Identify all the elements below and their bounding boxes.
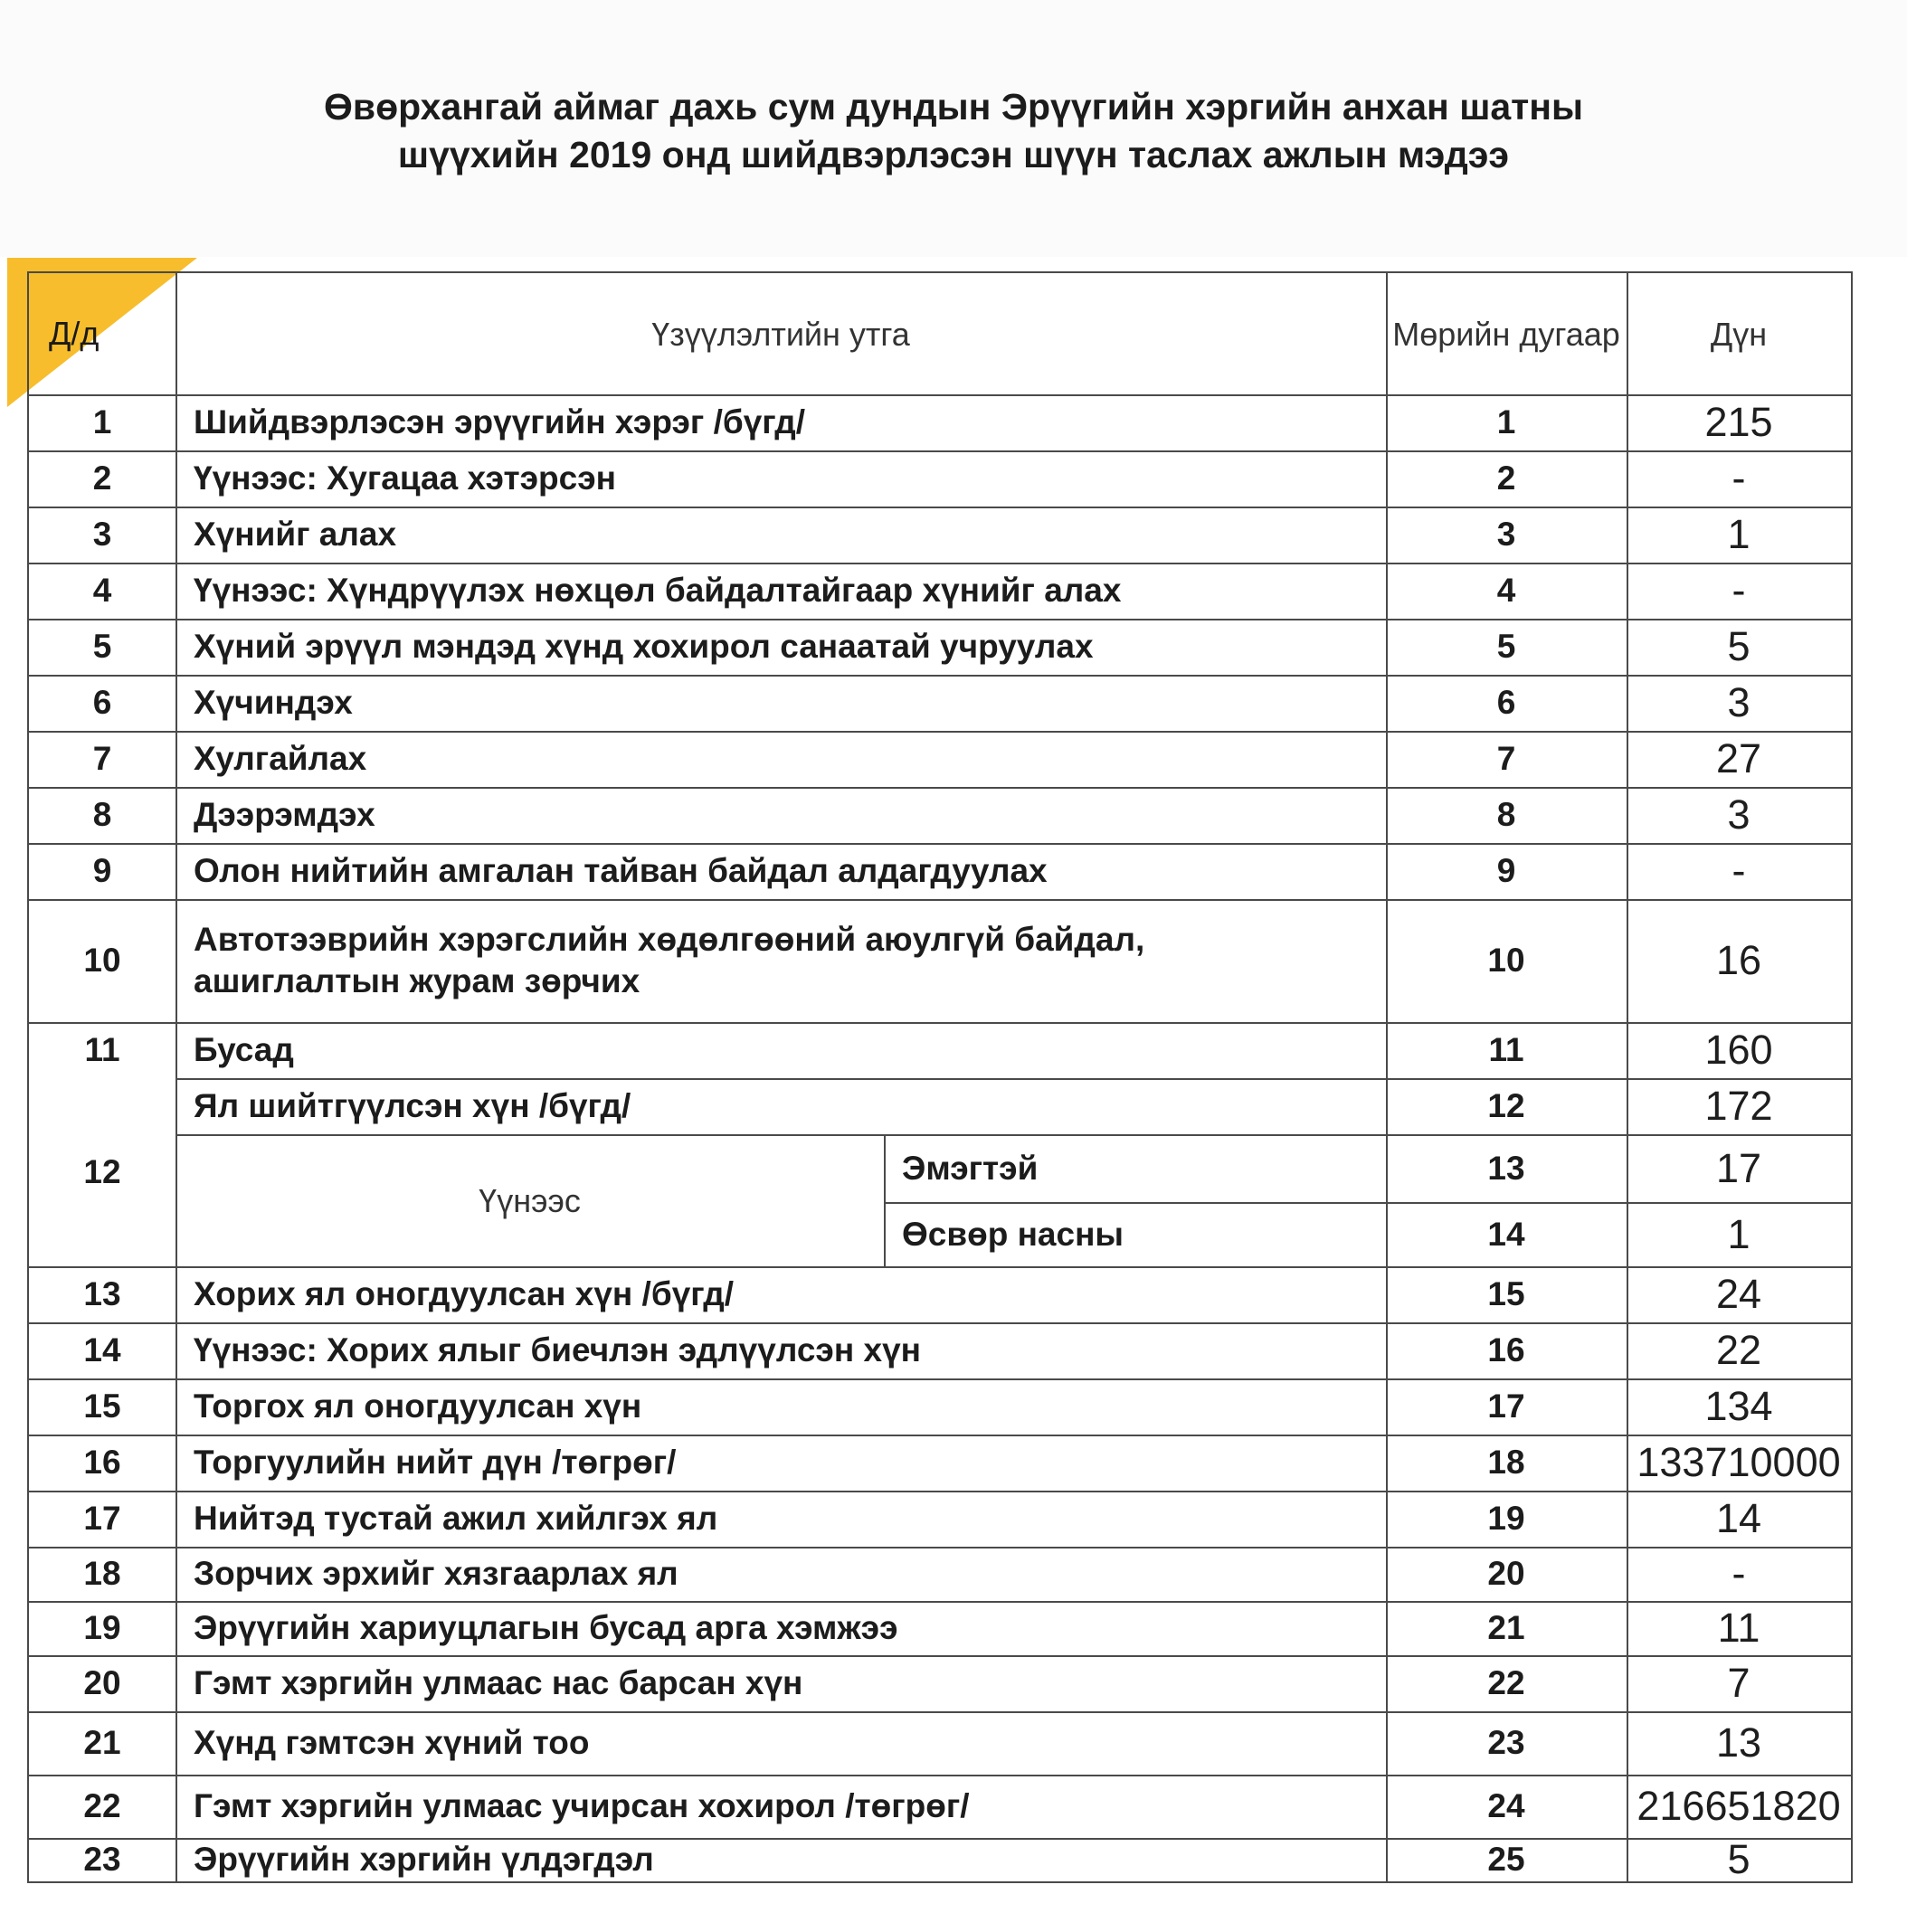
row-label xyxy=(176,1655,1386,1711)
header-no xyxy=(29,273,176,394)
row-label xyxy=(176,1266,1386,1322)
group-main-line xyxy=(1386,1078,1627,1134)
row-no-text: 19 xyxy=(83,1609,121,1646)
row-line-number xyxy=(1386,899,1627,1022)
row-line-number-text: 18 xyxy=(1487,1444,1525,1481)
row-line-number-text: 15 xyxy=(1487,1275,1525,1312)
row-value-text: - xyxy=(1731,567,1746,613)
row-line-number xyxy=(1386,507,1627,563)
row-label-text: Шийдвэрлэсэн эрүүгийн хэрэг /бүгд/ xyxy=(194,403,806,440)
row-value xyxy=(1627,787,1851,843)
row-value xyxy=(1627,1322,1851,1378)
row-label xyxy=(176,1378,1386,1435)
row-label-text: Гэмт хэргийн улмаас нас барсан хүн xyxy=(194,1664,803,1701)
row-value-text: 16 xyxy=(1715,937,1762,983)
row-label-text: Олон нийтийн амгалан тайван байдал алдагдуулах xyxy=(194,852,1048,889)
row-value-text: 14 xyxy=(1715,1495,1762,1541)
row-line-number xyxy=(1386,619,1627,675)
row-value xyxy=(1627,899,1851,1022)
group-sub2-label-text: Өсвөр насны xyxy=(902,1215,1124,1253)
row-no xyxy=(29,450,176,507)
group-sub2-value-text: 1 xyxy=(1727,1210,1750,1257)
row-line-number-text: 8 xyxy=(1496,796,1516,833)
row-line-number xyxy=(1386,1322,1627,1378)
row-line-number-text: 20 xyxy=(1487,1555,1525,1592)
row-value-text: 134 xyxy=(1704,1383,1773,1429)
row-no-text: 13 xyxy=(83,1275,121,1312)
row-label-text: Үүнээс: Хүндрүүлэх нөхцөл байдалтайгаар хүнийг алах xyxy=(194,572,1122,609)
group-sub1-label-text: Эмэгтэй xyxy=(902,1149,1039,1187)
group-sub1-line-text: 13 xyxy=(1487,1149,1525,1187)
row-line-number xyxy=(1386,450,1627,507)
row-no xyxy=(29,1547,176,1601)
row-value-text: 160 xyxy=(1704,1027,1773,1073)
row-label xyxy=(176,394,1386,450)
row-label xyxy=(176,1711,1386,1775)
row-value-text: 27 xyxy=(1715,735,1762,781)
row-no-text: 1 xyxy=(92,403,112,440)
row-line-number-text: 24 xyxy=(1487,1787,1525,1824)
group-sub1-line xyxy=(1386,1134,1627,1202)
row-line-number-text: 16 xyxy=(1487,1331,1525,1368)
row-line-number xyxy=(1386,1838,1627,1881)
row-line-number-text: 3 xyxy=(1496,516,1516,553)
row-label-text: Үүнээс: Хугацаа хэтэрсэн xyxy=(194,459,616,497)
row-line-number xyxy=(1386,394,1627,450)
row-no-text: 8 xyxy=(92,796,112,833)
row-line-number-text: 4 xyxy=(1496,572,1516,609)
row-no xyxy=(29,675,176,731)
row-no xyxy=(29,1655,176,1711)
row-label-text: Торгох ял оногдуулсан хүн xyxy=(194,1387,642,1425)
header-indicator xyxy=(176,273,1386,394)
row-label xyxy=(176,1838,1386,1881)
row-no xyxy=(29,843,176,899)
header-total xyxy=(1627,273,1851,394)
row-value-text: 24 xyxy=(1715,1271,1762,1317)
row-no-text: 7 xyxy=(92,740,112,777)
row-no-text: 16 xyxy=(83,1444,121,1481)
row-line-number-text: 6 xyxy=(1496,684,1516,721)
row-value-text: 216651820 xyxy=(1637,1783,1841,1829)
row-no xyxy=(29,787,176,843)
group-main-value-text: 172 xyxy=(1704,1083,1773,1129)
row-value xyxy=(1627,563,1851,619)
group-main-line-text: 12 xyxy=(1487,1087,1525,1124)
row-value xyxy=(1627,1655,1851,1711)
row-label xyxy=(176,507,1386,563)
row-value xyxy=(1627,1711,1851,1775)
row-label-text: Хүнд гэмтсэн хүний тоо xyxy=(194,1724,590,1761)
row-line-number-text: 22 xyxy=(1487,1664,1525,1701)
row-line-number xyxy=(1386,563,1627,619)
header-line-number-text: Мөрийн дугаар xyxy=(1392,315,1620,353)
row-line-number-text: 9 xyxy=(1496,852,1516,889)
row-label-text: Бусад xyxy=(194,1031,294,1068)
header-total-text: Дүн xyxy=(1710,315,1768,353)
row-no-text: 9 xyxy=(92,852,112,889)
row-line-number xyxy=(1386,1022,1627,1078)
row-label-text: Эрүүгийн хэргийн үлдэгдэл xyxy=(194,1841,654,1878)
row-value-text: - xyxy=(1731,1550,1746,1596)
row-label xyxy=(176,675,1386,731)
row-line-number-text: 10 xyxy=(1487,942,1525,979)
row-label xyxy=(176,1435,1386,1491)
row-line-number-text: 11 xyxy=(1488,1031,1524,1068)
row-line-number xyxy=(1386,1266,1627,1322)
row-line-number xyxy=(1386,1655,1627,1711)
row-label-text: Хорих ял оногдуулсан хүн /бүгд/ xyxy=(194,1275,735,1312)
row-label-text: Зорчих эрхийг хязгаарлах ял xyxy=(194,1555,678,1592)
row-value-text: 11 xyxy=(1717,1605,1760,1651)
row-label xyxy=(176,843,1386,899)
row-line-number-text: 19 xyxy=(1487,1500,1525,1537)
row-line-number-text: 2 xyxy=(1496,459,1516,497)
group-sub2-line xyxy=(1386,1202,1627,1266)
row-label xyxy=(176,563,1386,619)
title-line-1: Өвөрхангай аймаг дахь сум дундын Эрүүгийн хэргийн анхан шатны xyxy=(323,86,1584,128)
row-line-number xyxy=(1386,1775,1627,1838)
row-no-text: 14 xyxy=(83,1331,121,1368)
row-label-text: Хүнийг алах xyxy=(194,516,397,553)
group-main-label-text: Ял шийтгүүлсэн хүн /бүгд/ xyxy=(194,1087,631,1124)
row-line-number xyxy=(1386,1435,1627,1491)
row-no-text: 21 xyxy=(83,1724,121,1761)
row-value xyxy=(1627,1601,1851,1655)
row-line-number xyxy=(1386,843,1627,899)
row-value xyxy=(1627,1547,1851,1601)
row-line-number-text: 5 xyxy=(1496,628,1516,665)
row-value xyxy=(1627,1378,1851,1435)
row-label-text: Нийтэд тустай ажил хийлгэх ял xyxy=(194,1500,718,1537)
row-label-text: Дээрэмдэх xyxy=(194,796,375,833)
row-value xyxy=(1627,731,1851,787)
row-label-text: Эрүүгийн хариуцлагын бусад арга хэмжээ xyxy=(194,1609,898,1646)
row-no-text: 6 xyxy=(92,684,112,721)
row-value-text: 215 xyxy=(1704,399,1773,445)
row-no xyxy=(29,394,176,450)
row-no xyxy=(29,1838,176,1881)
row-no xyxy=(29,1266,176,1322)
row-label xyxy=(176,1322,1386,1378)
row-no-text: 11 xyxy=(84,1031,120,1068)
row-value xyxy=(1627,450,1851,507)
row-no xyxy=(29,507,176,563)
row-value-text: 5 xyxy=(1727,623,1750,669)
row-value xyxy=(1627,1022,1851,1078)
row-value xyxy=(1627,507,1851,563)
header-no-text: Д/д xyxy=(49,315,100,352)
row-no xyxy=(29,1711,176,1775)
row-no xyxy=(29,563,176,619)
group-main-label xyxy=(176,1078,1386,1134)
row-value xyxy=(1627,1266,1851,1322)
row-no-text: 15 xyxy=(83,1387,121,1425)
row-no-text: 3 xyxy=(92,516,112,553)
row-value xyxy=(1627,675,1851,731)
group-no xyxy=(29,1078,176,1266)
row-value xyxy=(1627,1435,1851,1491)
row-line-number xyxy=(1386,787,1627,843)
group-sub1-label xyxy=(884,1134,1386,1202)
group-sub1-value-text: 17 xyxy=(1715,1144,1762,1191)
row-value-text: 3 xyxy=(1727,679,1750,725)
row-label xyxy=(176,1601,1386,1655)
row-label xyxy=(176,1491,1386,1547)
row-value-text: 5 xyxy=(1727,1836,1750,1882)
row-label-text: Үүнээс: Хорих ялыг биечлэн эдлүүлсэн хүн xyxy=(194,1331,921,1368)
page-title xyxy=(0,83,1907,179)
row-value xyxy=(1627,619,1851,675)
row-label xyxy=(176,450,1386,507)
row-no-text: 17 xyxy=(83,1500,121,1537)
row-value-text: - xyxy=(1731,848,1746,894)
row-no xyxy=(29,1491,176,1547)
row-line-number-text: 25 xyxy=(1487,1841,1525,1878)
row-line-number xyxy=(1386,675,1627,731)
row-label-text: Гэмт хэргийн улмаас учирсан хохирол /төгрөг/ xyxy=(194,1787,970,1824)
row-label xyxy=(176,1547,1386,1601)
row-label-text: Автотээврийн хэрэгслийн хөдөлгөөний аюулгүй байдал, ашиглалтын журам зөрчих xyxy=(194,921,1145,999)
row-no-text: 22 xyxy=(83,1787,121,1824)
row-no xyxy=(29,619,176,675)
header-line-number xyxy=(1392,273,1620,394)
row-no-text: 10 xyxy=(83,942,121,979)
group-sub2-line-text: 14 xyxy=(1487,1215,1525,1253)
row-no xyxy=(29,899,176,1022)
row-line-number xyxy=(1386,1711,1627,1775)
row-line-number xyxy=(1386,1378,1627,1435)
group-sub-label-text: Үүнээс xyxy=(479,1181,581,1219)
row-line-number xyxy=(1386,1547,1627,1601)
row-no xyxy=(29,1022,176,1078)
row-value xyxy=(1627,1838,1851,1881)
row-no-text: 2 xyxy=(92,459,112,497)
row-label xyxy=(176,731,1386,787)
row-no xyxy=(29,1435,176,1491)
row-no xyxy=(29,731,176,787)
row-label-text: Хүний эрүүл мэндэд хүнд хохирол санаатай учруулах xyxy=(194,628,1094,665)
row-no-text: 4 xyxy=(92,572,112,609)
row-line-number-text: 1 xyxy=(1496,403,1516,440)
row-label xyxy=(176,1022,1386,1078)
row-no-text: 23 xyxy=(83,1841,121,1878)
row-value-text: 1 xyxy=(1727,511,1750,557)
row-line-number xyxy=(1386,1601,1627,1655)
row-line-number-text: 17 xyxy=(1487,1387,1525,1425)
row-value xyxy=(1627,1775,1851,1838)
row-no-text: 18 xyxy=(83,1555,121,1592)
row-label xyxy=(176,787,1386,843)
row-value-text: 3 xyxy=(1727,791,1750,838)
row-no xyxy=(29,1601,176,1655)
row-line-number-text: 23 xyxy=(1487,1724,1525,1761)
title-line-2: шүүхийн 2019 онд шийдвэрлэсэн шүүн таслах ажлын мэдээ xyxy=(397,134,1510,175)
report-table xyxy=(27,271,1853,1883)
row-value xyxy=(1627,843,1851,899)
row-line-number-text: 7 xyxy=(1496,740,1516,777)
group-sub1-value xyxy=(1627,1134,1851,1202)
row-label xyxy=(176,619,1386,675)
group-sub2-label xyxy=(884,1202,1386,1266)
row-no xyxy=(29,1775,176,1838)
group-sub2-value xyxy=(1627,1202,1851,1266)
row-label-text: Хүчиндэх xyxy=(194,684,353,721)
row-value-text: 7 xyxy=(1727,1660,1750,1706)
row-value-text: 22 xyxy=(1715,1327,1762,1373)
row-value xyxy=(1627,1491,1851,1547)
row-line-number xyxy=(1386,1491,1627,1547)
row-label-text: Хулгайлах xyxy=(194,740,367,777)
group-no-text: 12 xyxy=(83,1153,121,1190)
group-sub-label xyxy=(176,1134,884,1266)
row-value xyxy=(1627,394,1851,450)
row-line-number xyxy=(1386,731,1627,787)
row-label xyxy=(176,1775,1386,1838)
row-value-text: 13 xyxy=(1715,1719,1762,1766)
row-label-text: Торгуулийн нийт дүн /төгрөг/ xyxy=(194,1444,677,1481)
row-no xyxy=(29,1378,176,1435)
row-label xyxy=(176,899,1386,1022)
row-no xyxy=(29,1322,176,1378)
group-main-value xyxy=(1627,1078,1851,1134)
row-no-text: 20 xyxy=(83,1664,121,1701)
row-value-text: - xyxy=(1731,455,1746,501)
row-no-text: 5 xyxy=(92,628,112,665)
row-value-text: 133710000 xyxy=(1637,1439,1841,1485)
row-line-number-text: 21 xyxy=(1487,1609,1525,1646)
header-indicator-text: Үзүүлэлтийн утга xyxy=(651,315,910,353)
